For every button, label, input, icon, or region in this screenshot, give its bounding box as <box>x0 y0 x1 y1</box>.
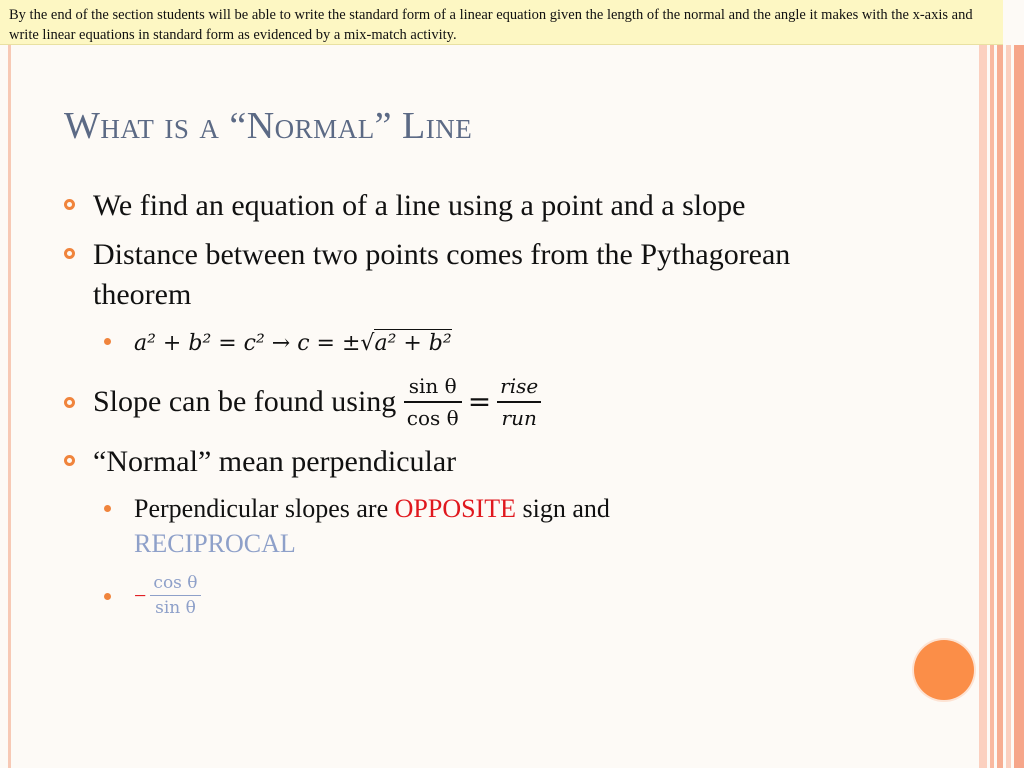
slide-content <box>64 186 884 630</box>
fraction-numerator: cos θ <box>150 571 200 596</box>
bullet-slope-formula <box>64 371 884 433</box>
sub-bullet-icon <box>104 593 111 600</box>
reciprocal-highlight: RECIPROCAL <box>134 529 296 558</box>
equation-lhs: a² + b² = c² → c = ± <box>134 331 361 356</box>
right-stripe <box>979 45 987 768</box>
sub-bullet-negative-reciprocal <box>64 571 884 620</box>
slide-title: What is a “Normal” Line <box>64 105 473 147</box>
bullet-icon <box>64 455 75 466</box>
sub-bullet-icon <box>104 505 111 512</box>
right-stripe <box>1014 45 1024 768</box>
bullet-icon <box>64 397 75 408</box>
fraction-numerator: sin θ <box>404 371 462 403</box>
cos-over-sin-fraction <box>150 571 200 620</box>
bullet-icon <box>64 199 75 210</box>
decorative-orange-circle <box>914 640 974 700</box>
sub-bullet-perpendicular-slopes <box>64 491 884 561</box>
rise-over-run-fraction <box>497 371 541 433</box>
bullet-text: We find an equation of a line using a point and a slope <box>93 189 746 222</box>
bullet-distance <box>64 235 884 315</box>
bullet-icon <box>64 248 75 259</box>
equals-sign: = <box>467 385 492 418</box>
fraction-denominator: cos θ <box>406 406 459 430</box>
radicand: a² + b² <box>374 331 452 356</box>
left-accent-bar <box>8 45 11 768</box>
sin-over-cos-fraction <box>404 371 462 433</box>
right-stripe <box>1006 45 1011 768</box>
bullet-text: “Normal” mean perpendicular <box>93 445 457 478</box>
fraction-denominator: sin θ <box>155 598 196 618</box>
opposite-highlight: OPPOSITE <box>394 494 516 523</box>
sub-bullet-text: Perpendicular slopes are <box>134 494 395 523</box>
fraction-numerator: rise <box>497 371 541 403</box>
sub-bullet-icon <box>104 338 111 345</box>
pythagorean-equation: a² + b² = c² → c = ±√a² + b² <box>134 331 452 356</box>
negative-sign: − <box>134 583 147 608</box>
bullet-text: Distance between two points comes from the Pythagorean theorem <box>93 238 791 311</box>
learning-objective-banner: By the end of the section students will be able to write the standard form of a linear equation given the length of the normal and the angle it makes with the x-axis and write linear equations in standard form as evidenced by a mix-match activity. <box>0 0 1003 45</box>
sub-bullet-pythagorean <box>64 324 884 361</box>
right-stripe <box>990 45 994 768</box>
bullet-point-slope <box>64 186 884 226</box>
bullet-text: Slope can be found using <box>93 385 404 418</box>
fraction-denominator: run <box>501 406 537 430</box>
bullet-normal-definition <box>64 442 884 482</box>
right-stripe <box>997 45 1003 768</box>
sub-bullet-text: sign and <box>515 494 610 523</box>
